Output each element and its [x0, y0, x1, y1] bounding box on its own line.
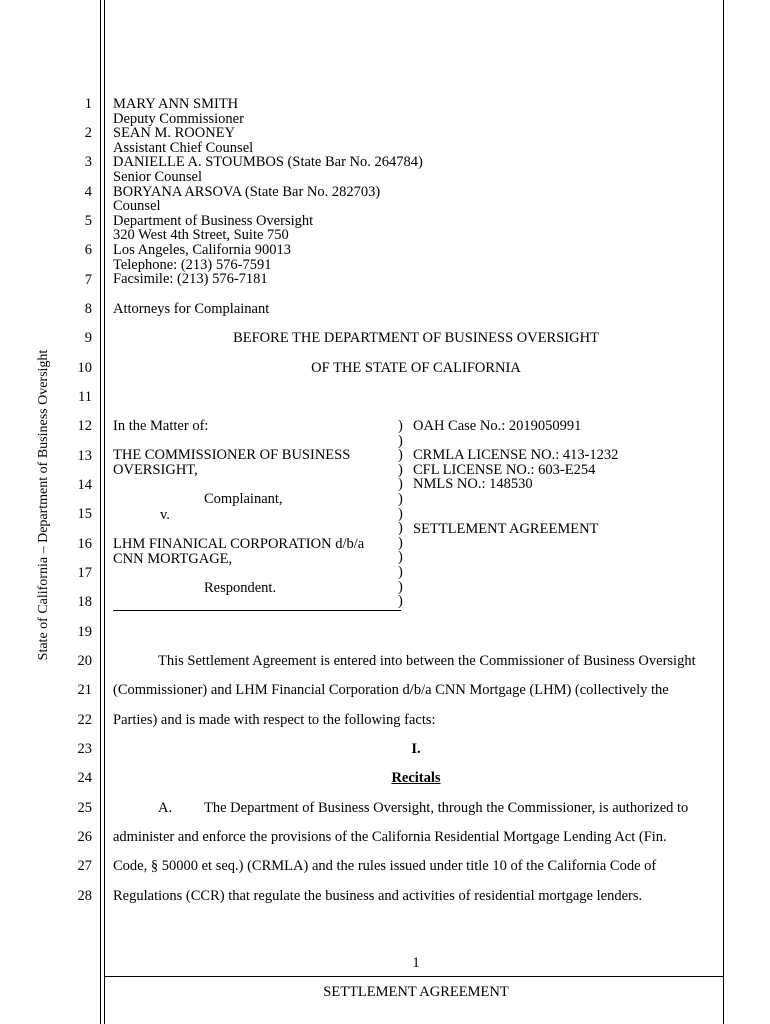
paren: ) — [398, 447, 403, 464]
line-number: 21 — [77, 682, 92, 698]
line-number: 17 — [77, 565, 92, 581]
line-number: 8 — [84, 301, 92, 317]
paren: ) — [398, 432, 403, 449]
line-number: 13 — [77, 448, 92, 464]
attorney-line: Los Angeles, California 90013 — [113, 241, 292, 258]
left-margin-rule-inner — [104, 0, 105, 1024]
attorneys-for-complainant: Attorneys for Complainant — [113, 301, 270, 317]
attorney-line: Facsimile: (213) 576-7181 — [113, 271, 268, 288]
paren: ) — [398, 520, 403, 537]
line-number: 23 — [77, 741, 92, 757]
caption-versus: v. — [160, 507, 170, 523]
paren: ) — [398, 593, 403, 610]
line-number: 27 — [77, 858, 92, 874]
line-number: 6 — [84, 242, 92, 258]
heading-department: BEFORE THE DEPARTMENT OF BUSINESS OVERSIGHT — [233, 330, 599, 346]
paren: ) — [398, 549, 403, 566]
line-number: 20 — [77, 653, 92, 669]
attorney-line: Counsel — [113, 198, 161, 215]
line-number: 28 — [77, 888, 92, 904]
line-number: 22 — [77, 712, 92, 728]
document-title: SETTLEMENT AGREEMENT — [413, 521, 599, 537]
paren: ) — [398, 418, 403, 434]
attorney-line: SEAN M. ROONEY — [113, 125, 236, 142]
oah-case-number: OAH Case No.: 2019050991 — [413, 418, 582, 434]
line-number: 19 — [77, 624, 92, 640]
body-line-25: The Department of Business Oversight, through the Commissioner, is authorized to — [204, 800, 689, 816]
line-number: 24 — [77, 770, 92, 786]
footer-rule — [104, 976, 724, 977]
attorney-line: DANIELLE A. STOUMBOS (State Bar No. 264784) — [113, 154, 423, 171]
section-title-wrap — [110, 771, 722, 786]
caption-underline — [113, 610, 401, 611]
paren: ) — [398, 578, 403, 595]
line-number: 4 — [84, 184, 92, 200]
line-number: 9 — [84, 330, 92, 346]
caption-complainant-name — [113, 448, 350, 477]
paragraph-a-label: A. — [158, 800, 173, 816]
respondent-name-line: LHM FINANICAL CORPORATION d/b/a — [113, 536, 365, 552]
line-number: 14 — [77, 477, 92, 493]
attorney-line: Assistant Chief Counsel — [113, 139, 254, 156]
paren: ) — [398, 461, 403, 478]
nmls-number: NMLS NO.: 148530 — [413, 476, 533, 493]
paren: ) — [398, 490, 403, 507]
attorney-line: Senior Counsel — [113, 168, 203, 185]
paren: ) — [398, 505, 403, 522]
line-number: 15 — [77, 506, 92, 522]
footer-title: SETTLEMENT AGREEMENT — [323, 984, 509, 1000]
caption-paren-column — [398, 419, 403, 609]
line-number: 12 — [77, 418, 92, 434]
caption-respondent-label: Respondent. — [204, 580, 277, 596]
caption-in-the-matter: In the Matter of: — [113, 418, 209, 434]
body-line-21: (Commissioner) and LHM Financial Corporation d/b/a CNN Mortgage (LHM) (collectively the — [113, 682, 669, 698]
license-block — [413, 448, 618, 492]
paren: ) — [398, 563, 403, 580]
sidebar-agency-text: State of California – Department of Business Oversight — [36, 349, 51, 661]
attorney-line: Telephone: (213) 576-7591 — [113, 256, 272, 273]
attorney-line: Deputy Commissioner — [113, 110, 244, 127]
attorney-line: MARY ANN SMITH — [113, 96, 239, 112]
body-line-22: Parties) and is made with respect to the following facts: — [113, 712, 436, 728]
respondent-name-line: CNN MORTGAGE, — [113, 550, 233, 567]
complainant-name-line: OVERSIGHT, — [113, 461, 198, 478]
line-number: 25 — [77, 800, 92, 816]
crmla-license: CRMLA LICENSE NO.: 413-1232 — [413, 447, 619, 463]
left-margin-rule-outer — [100, 0, 101, 1024]
paren: ) — [398, 476, 403, 493]
attorney-line: 320 West 4th Street, Suite 750 — [113, 227, 289, 244]
body-line-20: This Settlement Agreement is entered into between the Commissioner of Business Oversight — [158, 653, 696, 669]
body-line-27: Code, § 50000 et seq.) (CRMLA) and the rules issued under title 10 of the California Code of — [113, 858, 657, 874]
line-number: 1 — [84, 96, 92, 112]
line-number: 11 — [78, 389, 92, 405]
caption-complainant-label: Complainant, — [204, 491, 283, 507]
line-number: 10 — [77, 360, 92, 376]
page-number: 1 — [412, 955, 420, 971]
line-number: 3 — [84, 154, 92, 170]
section-title: Recitals — [391, 770, 441, 786]
attorney-line: BORYANA ARSOVA (State Bar No. 282703) — [113, 183, 381, 200]
paren: ) — [398, 534, 403, 551]
line-number: 2 — [84, 125, 92, 141]
complainant-name-line: THE COMMISSIONER OF BUSINESS — [113, 447, 351, 463]
heading-state: OF THE STATE OF CALIFORNIA — [311, 360, 521, 376]
cfl-license: CFL LICENSE NO.: 603-E254 — [413, 461, 596, 478]
line-number: 18 — [77, 594, 92, 610]
attorney-line: Department of Business Oversight — [113, 212, 314, 229]
body-line-28: Regulations (CCR) that regulate the business and activities of residential mortgage lenders. — [113, 888, 643, 904]
body-line-26: administer and enforce the provisions of the California Residential Mortgage Lending Act (Fin. — [113, 829, 667, 845]
section-number: I. — [411, 741, 421, 757]
attorney-block — [113, 97, 423, 287]
line-number: 5 — [84, 213, 92, 229]
line-number: 7 — [84, 272, 92, 288]
line-number: 26 — [77, 829, 92, 845]
caption-respondent-name — [113, 537, 364, 566]
line-number: 16 — [77, 536, 92, 552]
right-margin-rule — [723, 0, 724, 1024]
